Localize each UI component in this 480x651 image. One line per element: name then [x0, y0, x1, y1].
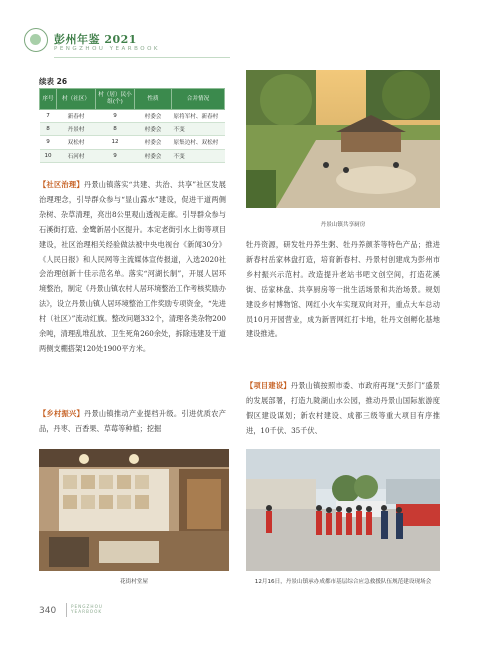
footer-label-line1: PENGZHOU	[71, 604, 103, 609]
col-header-merge: 合并情况	[172, 89, 225, 110]
table-cell: 双松村	[57, 136, 96, 149]
yearbook-logo-icon	[24, 28, 48, 52]
table-cell: 9	[40, 136, 57, 149]
village-hall-photo	[39, 449, 229, 571]
rural-tag: 【乡村振兴】	[39, 409, 84, 418]
col-header-index: 序号	[40, 89, 57, 110]
table-cell: 8	[96, 123, 135, 136]
table-cell: 原集边村、双松村	[172, 136, 225, 149]
table-cell: 村委会	[135, 149, 172, 162]
table-cell: 不变	[172, 123, 225, 136]
project-paragraph	[246, 379, 440, 439]
community-paragraph	[39, 178, 226, 357]
table-cell: 9	[96, 149, 135, 162]
header-title: 彭州年鉴 2021	[54, 33, 137, 46]
table-cell: 10	[40, 149, 57, 162]
photo-caption-kitchen: 丹景山镇共享厨房	[320, 222, 366, 228]
table-cell: 不变	[172, 149, 225, 162]
community-tag: 【社区治理】	[39, 180, 84, 189]
table-cell: 7	[40, 110, 57, 123]
col-header-village: 村（社区）	[57, 89, 96, 110]
table-cell: 村委会	[135, 110, 172, 123]
table-cell: 9	[96, 110, 135, 123]
right-paragraph: 牡丹资源，研发牡丹养生粥、牡丹养颜茶等特色产品；推进新春村岳家林盘打造，培育新春村、丹景村创建成为彭州市乡村振兴示范村。改造提升老站书吧文创空间，打造花溪街、岳家林盘、共享厨房等一批生活场景和共治场景。规划建设乡村博物馆、网红小火车实现双向对开，重点大车总动员10月开园营业，成为新晋网红打卡地，牡丹文创孵化基地建设推进。	[246, 240, 440, 339]
photo-caption-drill: 12月16日，丹景山镇承办成都市基层综合应急救援队伍规范建设现场会	[254, 579, 432, 585]
footer-divider	[66, 603, 67, 617]
shared-kitchen-photo	[246, 70, 440, 208]
table-cell: 原将军村、新春村	[172, 110, 225, 123]
table-cell: 丹景村	[57, 123, 96, 136]
rural-body: 丹景山镇推动产业提档升级。引进优质农产品，丹枣、百香果、草莓等种植；挖掘	[39, 409, 226, 433]
header-divider	[54, 57, 230, 58]
col-header-nature: 性质	[135, 89, 172, 110]
rural-paragraph	[39, 407, 226, 437]
project-tag: 【项目建设】	[246, 381, 291, 390]
col-header-groups: 村（居）民小组(个)	[96, 89, 135, 110]
project-body: 丹景山镇按照市委、市政府再现“天彭门”盛景的发展部署，打造九陇湖山水公园，推动丹景山国际旅游度假区建设谋划；新农村建设、成都三级等重大项目有序推进，10千伏、35千伏、	[246, 381, 440, 435]
footer-label-line2: YEARBOOK	[71, 609, 103, 614]
table-row	[40, 149, 225, 162]
table-caption: 续表 26	[39, 77, 68, 86]
village-table	[39, 88, 225, 163]
photo-caption-hall: 花街村堂屋	[120, 579, 148, 585]
table-cell: 12	[96, 136, 135, 149]
community-body: 丹景山镇落实“共建、共治、共享”社区发展治理理念，引导群众参与“显山露水”建设，促进干道两侧杂树、杂草清理，亮出8公里观山透视走廊。引导群众参与石溪街打造、金鹭新居小区提升。本定老街引水上街等项目建设，社区治理相关经验做法被中央电视台《新闻30分》《人民日报》和人民网等主流媒体宣传报道，入选2020社会治理创新十佳示范名单。落实“河湖长制”，开展人居环境整治，制定《丹景山镇农村人居环境整治工作考核奖励办法》，设立丹景山镇人居环境整治工作奖励专项资金，“先进村（社区）”流动红旗。整改问题332个，清理各类杂物200余吨，清理乱堆乱放、卫生死角260余处，拆除违建及干道两侧支棚搭架120处1900平方米。	[39, 180, 226, 353]
table-cell: 8	[40, 123, 57, 136]
table-cell: 新春村	[57, 110, 96, 123]
table-row	[40, 136, 225, 149]
header-subtitle: PENGZHOU YEARBOOK	[54, 46, 161, 52]
footer-yearbook-label	[71, 604, 103, 614]
table-row	[40, 110, 225, 123]
table-cell: 石河村	[57, 149, 96, 162]
page-number: 340	[39, 606, 57, 616]
table-cell: 村委会	[135, 123, 172, 136]
rescue-drill-photo	[246, 449, 440, 571]
table-row	[40, 123, 225, 136]
table-cell: 村委会	[135, 136, 172, 149]
table-header-row	[40, 89, 225, 110]
